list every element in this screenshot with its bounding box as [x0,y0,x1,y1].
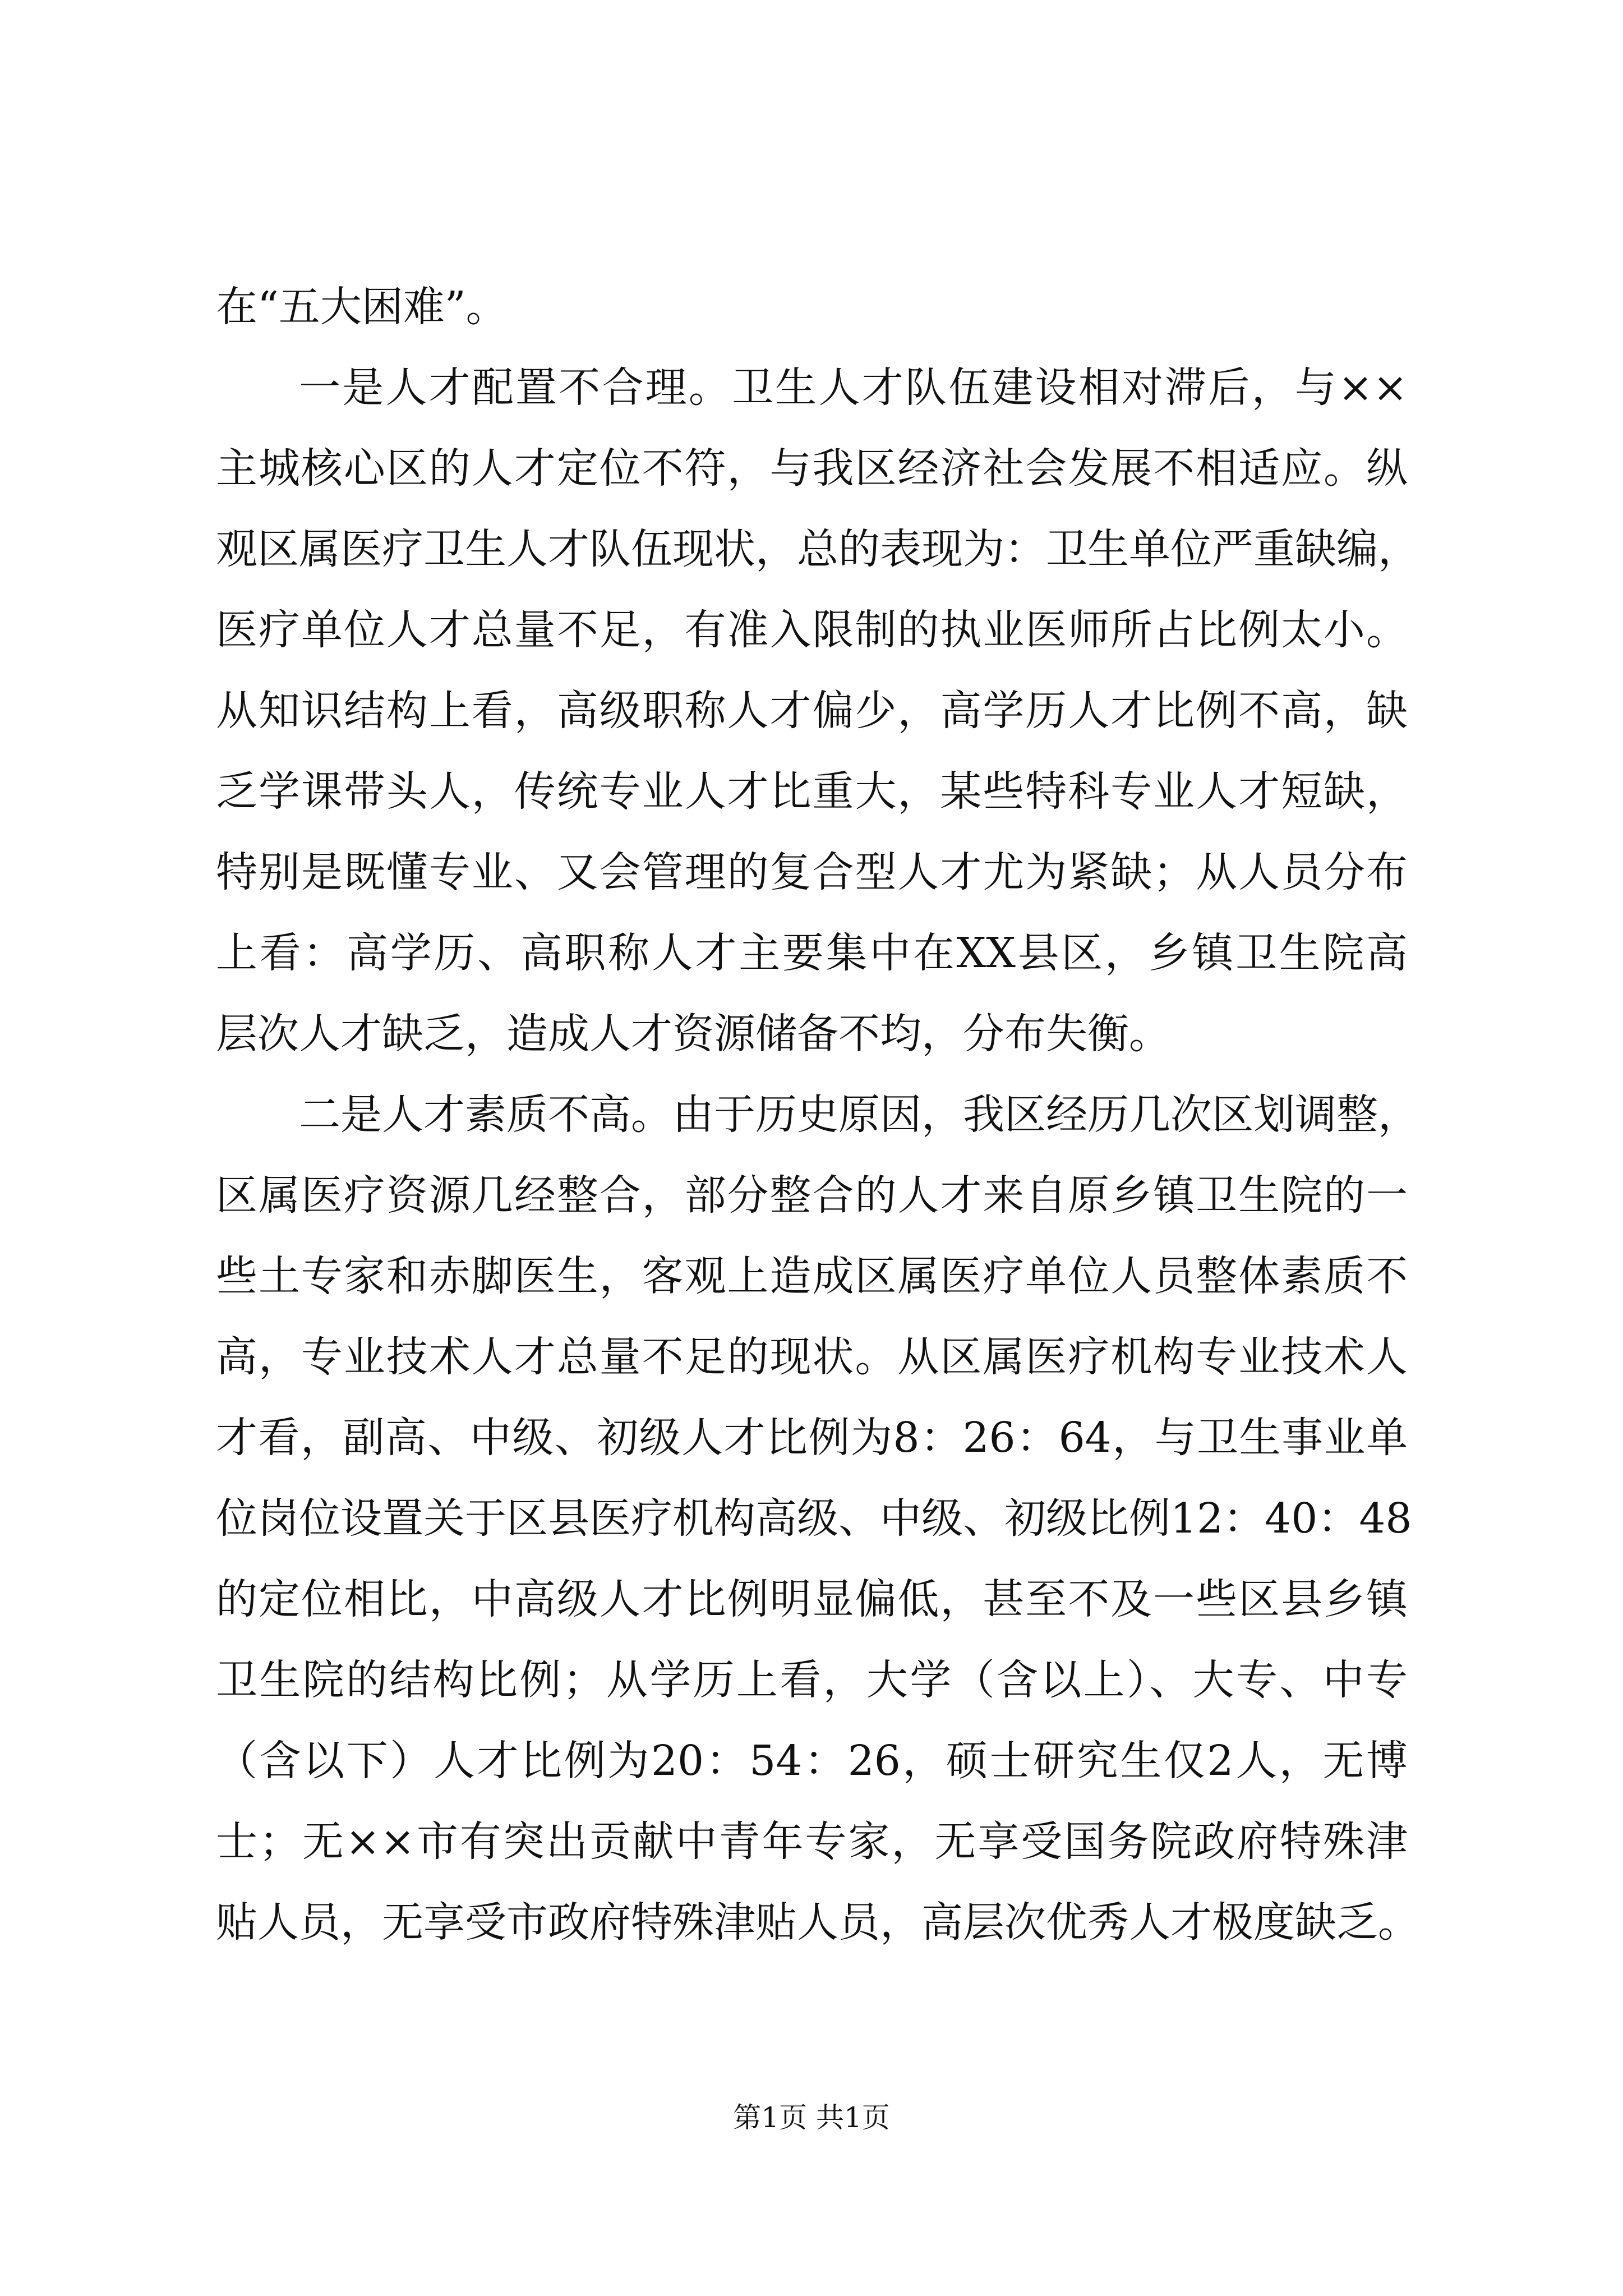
text-line: 观区属医疗卫生人才队伍现状，总的表现为：卫生单位严重缺编， [216,525,1419,573]
text-line: 从知识结构上看，高级职称人才偏少，高学历人才比例不高，缺 [216,687,1408,735]
text-line: 的定位相比，中高级人才比例明显偏低，甚至不及一些区县乡镇 [216,1575,1408,1623]
paragraph-1-first-line: 一是人才配置不合理。卫生人才队伍建设相对滞后，与×× [299,364,1408,412]
text-line: 高，专业技术人才总量不足的现状。从区属医疗机构专业技术人 [216,1333,1408,1381]
text-line: 区属医疗资源几经整合，部分整合的人才来自原乡镇卫生院的一 [216,1171,1408,1220]
page-footer: 第1页 共1页 [733,2101,890,2134]
paragraph-2-first-line: 二是人才素质不高。由于历史原因，我区经历几次区划调整， [299,1091,1419,1139]
text-line: 特别是既懂专业、又会管理的复合型人才尤为紧缺；从人员分布 [216,848,1408,896]
text-line: 贴人员，无享受市政府特殊津贴人员，高层次优秀人才极度缺乏。 [216,1898,1419,1947]
text-line: 位岗位设置关于区县医疗机构高级、中级、初级比例12：40：48 [216,1494,1412,1543]
text-line: 士；无××市有突出贡献中青年专家，无享受国务院政府特殊津 [216,1818,1408,1866]
text-line: 医疗单位人才总量不足，有准入限制的执业医师所占比例太小。 [216,606,1408,654]
body-text [216,266,1419,1963]
text-line: 才看，副高、中级、初级人才比例为8：26：64，与卫生事业单 [216,1414,1408,1462]
text-line: 乏学课带头人，传统专业人才比重大，某些特科专业人才短缺， [216,767,1408,816]
text-line: （含以下）人才比例为20：54：26，硕士研究生仅2人，无博 [216,1737,1408,1785]
text-line: 在“五大困难”。 [216,283,508,331]
text-line: 些土专家和赤脚医生，客观上造成区属医疗单位人员整体素质不 [216,1252,1408,1300]
text-line: 卫生院的结构比例；从学历上看，大学（含以上）、大专、中专 [216,1656,1408,1704]
text-line: 层次人才缺乏，造成人才资源储备不均，分布失衡。 [216,1010,1170,1058]
text-line: 上看：高学历、高职称人才主要集中在XX县区，乡镇卫生院高 [216,929,1408,977]
text-line: 主城核心区的人才定位不符，与我区经济社会发展不相适应。纵 [216,444,1408,493]
